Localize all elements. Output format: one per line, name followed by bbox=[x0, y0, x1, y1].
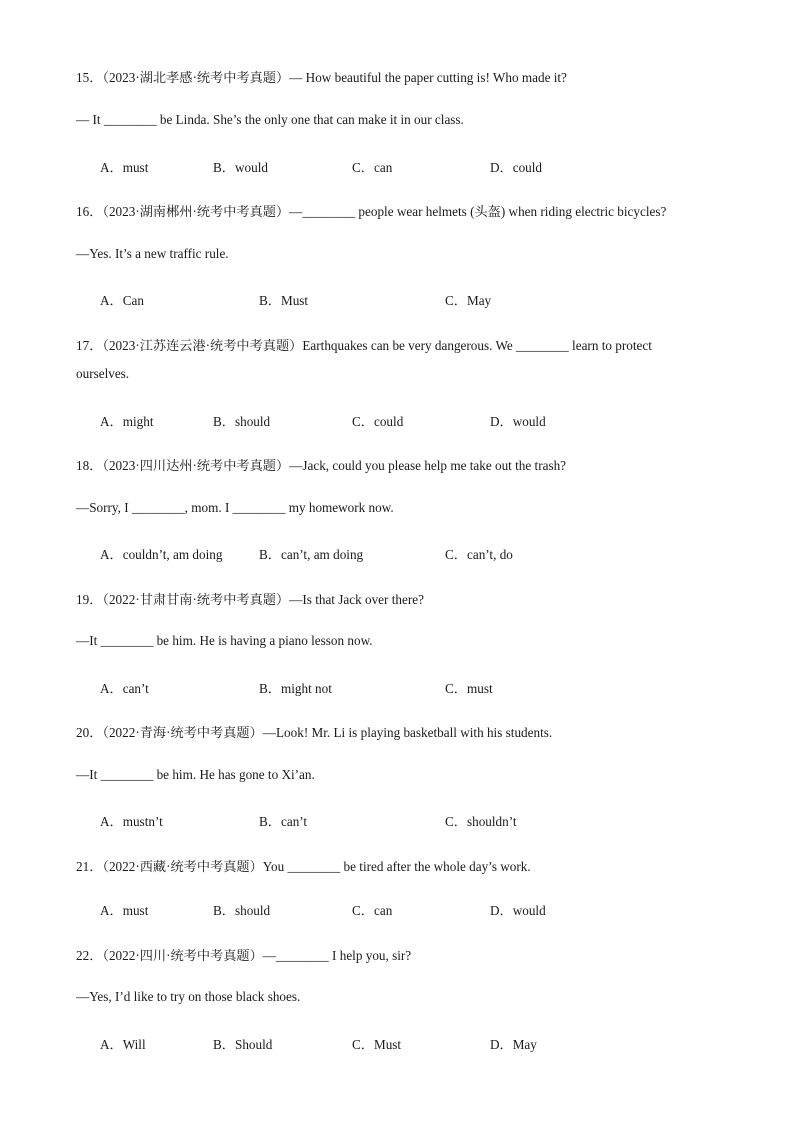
question-21-option-a: A．must bbox=[100, 903, 149, 918]
question-15-option-c: C．can bbox=[352, 160, 393, 175]
question-15-option-b: B．would bbox=[213, 160, 268, 175]
question-20-stem: 20．（2022·青海·统考中考真题）—Look! Mr. Li is playing basketball with his students. bbox=[76, 725, 553, 740]
question-21-option-c: C．can bbox=[352, 903, 393, 918]
question-20-option-c: C．shouldn’t bbox=[445, 814, 517, 829]
question-15-option-d: D．could bbox=[490, 160, 543, 175]
question-22-stem: 22．（2022·四川·统考中考真题）—________ I help you, sir? bbox=[76, 948, 412, 963]
question-21-option-d: D．would bbox=[490, 903, 546, 918]
question-18-option-a: A．couldn’t, am doing bbox=[100, 547, 223, 562]
question-22-option-d: D．May bbox=[490, 1037, 537, 1052]
question-18-option-b: B．can’t, am doing bbox=[259, 547, 364, 562]
question-15-option-a: A．must bbox=[100, 160, 149, 175]
question-19-option-b: B．might not bbox=[259, 681, 332, 696]
question-19-option-a: A．can’t bbox=[100, 681, 149, 696]
question-15-line: — It ________ be Linda. She’s the only one that can make it in our class. bbox=[76, 112, 464, 127]
question-22-line: —Yes, I’d like to try on those black shoes. bbox=[76, 989, 301, 1004]
question-18-line: —Sorry, I ________, mom. I ________ my homework now. bbox=[76, 500, 394, 515]
question-22-option-b: B．Should bbox=[213, 1037, 273, 1052]
question-18-stem: 18．（2023·四川达州·统考中考真题）—Jack, could you please help me take out the trash? bbox=[76, 458, 567, 473]
question-17-line: ourselves. bbox=[76, 366, 130, 381]
question-19-line: —It ________ be him. He is having a piano lesson now. bbox=[76, 633, 373, 648]
question-17-option-c: C．could bbox=[352, 414, 404, 429]
question-21-option-b: B．should bbox=[213, 903, 271, 918]
question-17-stem: 17．（2023·江苏连云港·统考中考真题）Earthquakes can be very dangerous. We ________ learn to protect bbox=[76, 338, 652, 353]
question-17-option-d: D．would bbox=[490, 414, 546, 429]
question-16-option-a: A．Can bbox=[100, 293, 144, 308]
question-16-stem: 16．（2023·湖南郴州·统考中考真题）—________ people wear helmets (头盔) when riding electric bicycles? bbox=[76, 204, 667, 219]
question-15-stem: 15．（2023·湖北孝感·统考中考真题）— How beautiful the paper cutting is! Who made it? bbox=[76, 70, 567, 85]
question-19-option-c: C．must bbox=[445, 681, 493, 696]
question-16-line: —Yes. It’s a new traffic rule. bbox=[76, 246, 229, 261]
question-19-stem: 19．（2022·甘肃甘南·统考中考真题）—Is that Jack over there? bbox=[76, 592, 424, 607]
question-16-option-c: C．May bbox=[445, 293, 492, 308]
question-22-option-c: C．Must bbox=[352, 1037, 402, 1052]
question-20-option-a: A．mustn’t bbox=[100, 814, 163, 829]
question-17-option-a: A．might bbox=[100, 414, 154, 429]
question-21-stem: 21．（2022·西藏·统考中考真题）You ________ be tired after the whole day’s work. bbox=[76, 859, 531, 874]
question-20-line: —It ________ be him. He has gone to Xi’an. bbox=[76, 767, 315, 782]
question-20-option-b: B．can’t bbox=[259, 814, 308, 829]
question-18-option-c: C．can’t, do bbox=[445, 547, 513, 562]
question-22-option-a: A．Will bbox=[100, 1037, 146, 1052]
question-16-option-b: B．Must bbox=[259, 293, 309, 308]
question-17-option-b: B．should bbox=[213, 414, 271, 429]
